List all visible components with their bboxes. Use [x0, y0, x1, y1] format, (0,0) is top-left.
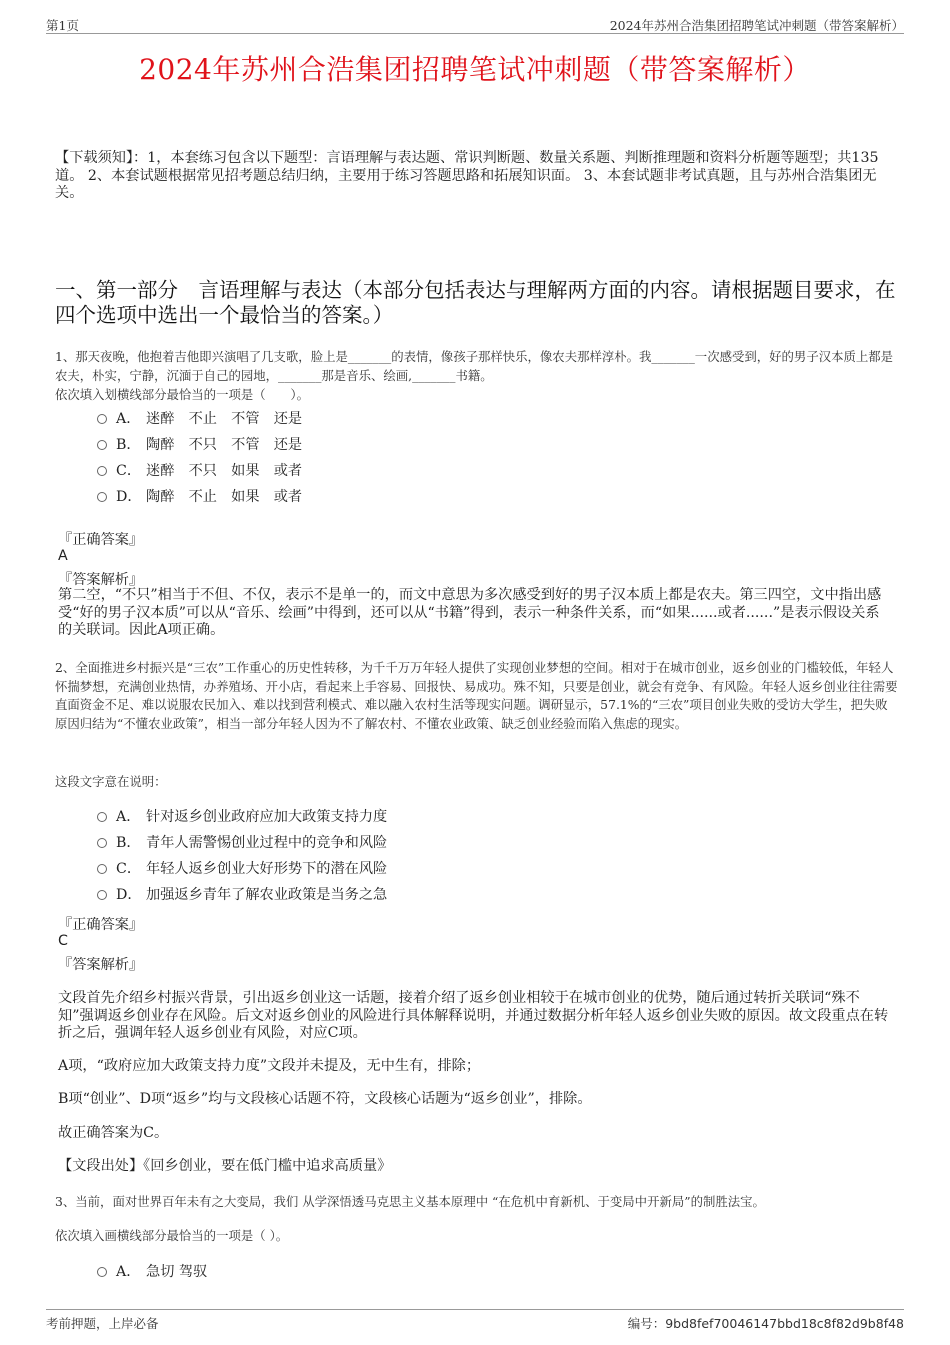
question-1-prompt: 依次填入划横线部分最恰当的一项是（ ）。	[55, 387, 310, 402]
page-number: 第1页	[46, 18, 79, 33]
header-divider	[46, 33, 904, 34]
download-notice: 【下载须知】：1，本套练习包含以下题型：言语理解与表达题、常识判断题、数量关系题、判断推理题和资料分析题等题型；共135道。 2、本套试题根据常见招考题总结归纳，主要用于练习答题思路和拓展知识面。 3、本套试题非考试真题，且与苏州合浩集团无关。	[55, 150, 879, 201]
question-3-stem: 3、当前，面对世界百年未有之大变局，我们 从学深悟透马克思主义基本原理中 “在危机中育新机、于变局中开新局”的制胜法宝。	[55, 1194, 765, 1209]
question-2-prompt: 这段文字意在说明：	[55, 774, 167, 789]
question-2-option-c[interactable]: C． 年轻人返乡创业大好形势下的潜在风险	[97, 859, 387, 879]
radio-icon[interactable]	[97, 838, 107, 848]
radio-icon[interactable]	[97, 492, 107, 502]
question-2-analysis-p3: B项“创业”、D项“返乡”均与文段核心话题不符，文段核心话题为“返乡创业”，排除。	[58, 1091, 592, 1107]
question-2-analysis-p2: A项，“政府应加大政策支持力度”文段并未提及，无中生有，排除；	[58, 1058, 481, 1074]
question-1-answer: A	[58, 548, 68, 564]
radio-icon[interactable]	[97, 812, 107, 822]
question-1-option-b[interactable]: B． 陶醉 不只 不管 还是	[97, 435, 302, 455]
question-1-option-c[interactable]: C． 迷醉 不只 如果 或者	[97, 461, 302, 481]
radio-icon[interactable]	[97, 890, 107, 900]
document-title: 2024年苏州合浩集团招聘笔试冲刺题（带答案解析）	[139, 53, 811, 86]
question-1-analysis-label: 『答案解析』	[58, 572, 144, 588]
footer-slogan: 考前押题，上岸必备	[46, 1316, 159, 1331]
section-title: 一、第一部分 言语理解与表达（本部分包括表达与理解两方面的内容。请根据题目要求，在四个选项中选出一个最恰当的答案。）	[55, 278, 896, 327]
question-2-stem: 2、全面推进乡村振兴是“三农”工作重心的历史性转移，为千千万万年轻人提供了实现创业梦想的空间。相对于在城市创业，返乡创业的门槛较低，年轻人怀揣梦想，充满创业热情，办养殖场、开小店，看起来上手容易、回报快、易成功。殊不知，只要是创业，就会有竞争、有风险。年轻人返乡创业往往需要直面资金不足、难以说服农民加入、难以找到营利模式、难以融入农村生活等现实问题。调研显示，57.1%的“三农”项目创业失败的受访大学生，把失败原因归结为“不懂农业政策”，相当一部分年轻人因为不了解农村、不懂农业政策、缺乏创业经验而陷入焦虑的现实。	[55, 660, 898, 731]
radio-icon[interactable]	[97, 1267, 107, 1277]
running-header-title: 2024年苏州合浩集团招聘笔试冲刺题（带答案解析）	[609, 18, 904, 33]
question-1-stem: 1、那天夜晚，他抱着吉他即兴演唱了几支歌，脸上是_______的表情，像孩子那样快乐，像农夫那样淳朴。我_______一次感受到，好的男子汉本质上都是农夫，朴实，宁静，沉湎于自己的园地，_______那是音乐、绘画,_______书籍。	[55, 349, 894, 383]
question-2-answer-label: 『正确答案』	[58, 917, 144, 933]
footer-divider	[46, 1309, 904, 1310]
question-3-option-a[interactable]: A． 急切 驾驭	[97, 1262, 207, 1282]
question-2-option-b[interactable]: B． 青年人需警惕创业过程中的竞争和风险	[97, 833, 387, 853]
question-1-analysis: 第二空，“不只”相当于不但、不仅，表示不是单一的，而文中意思为多次感受到好的男子汉本质上都是农夫。第三四空，文中指出感受“好的男子汉本质”可以从“音乐、绘画”中得到，还可以从“书籍”得到，表示一种条件关系，而“如果......或者......”是表示假设关系的关联词。因此A项正确。	[58, 587, 882, 638]
question-1-option-a[interactable]: A． 迷醉 不止 不管 还是	[97, 409, 302, 429]
radio-icon[interactable]	[97, 414, 107, 424]
question-1-answer-label: 『正确答案』	[58, 532, 144, 548]
question-2-option-a[interactable]: A． 针对返乡创业政府应加大政策支持力度	[97, 807, 387, 827]
question-2-source: 【文段出处】《回乡创业，要在低门槛中追求高质量》	[58, 1158, 392, 1174]
radio-icon[interactable]	[97, 864, 107, 874]
question-2-analysis-p1: 文段首先介绍乡村振兴背景，引出返乡创业这一话题，接着介绍了返乡创业相较于在城市创业的优势，随后通过转折关联词“殊不知”强调返乡创业存在风险。后文对返乡创业的风险进行具体解释说明，并通过数据分析年轻人返乡创业失败的原因。故文段重点在转折之后，强调年轻人返乡创业有风险，对应C项。	[58, 990, 889, 1041]
question-3-prompt: 依次填入画横线部分最恰当的一项是（ ）。	[55, 1228, 289, 1243]
question-2-analysis-label: 『答案解析』	[58, 957, 144, 973]
question-2-answer: C	[58, 933, 68, 949]
radio-icon[interactable]	[97, 440, 107, 450]
question-2-option-d[interactable]: D． 加强返乡青年了解农业政策是当务之急	[97, 885, 387, 905]
question-1-option-d[interactable]: D． 陶醉 不止 如果 或者	[97, 487, 302, 507]
footer-serial: 编号：9bd8fef70046147bbd18c8f82d9b8f48	[627, 1316, 904, 1331]
question-2-analysis-p4: 故正确答案为C。	[58, 1125, 169, 1141]
radio-icon[interactable]	[97, 466, 107, 476]
